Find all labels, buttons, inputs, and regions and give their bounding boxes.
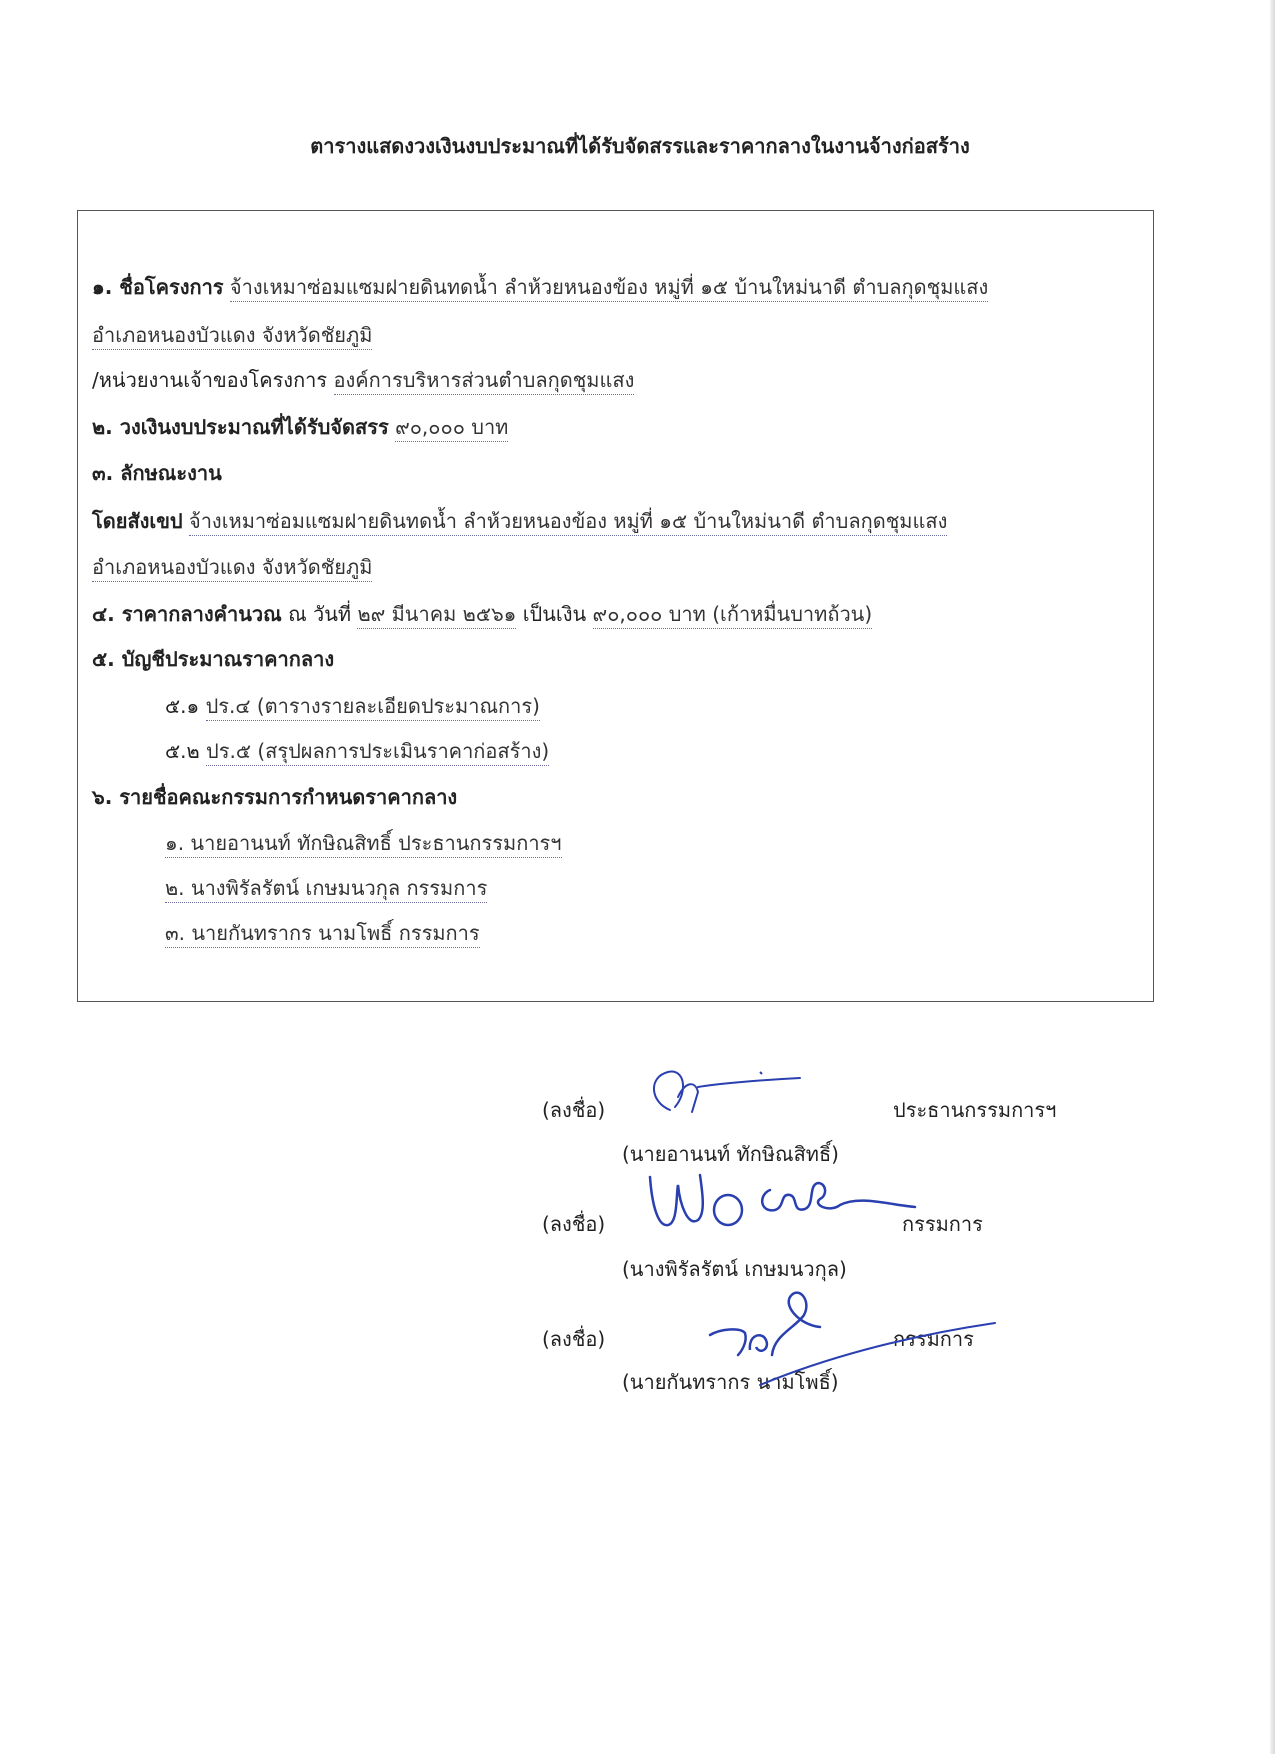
committee-member-text: ๓. นายกันทรากร นามโพธิ์ กรรมการ: [165, 921, 480, 948]
committee-member-text: ๒. นางพิรัลรัตน์ เกษมนวกุล กรรมการ: [165, 876, 487, 903]
agency-label: /หน่วยงานเจ้าของโครงการ: [92, 368, 328, 392]
committee-member: [165, 874, 487, 902]
estimate-entry: [165, 737, 549, 765]
item4-row: [92, 600, 872, 628]
amount-value: ๙๐,๐๐๐ บาท (เก้าหมื่นบาทถ้วน): [593, 602, 873, 629]
signature-role: กรรมการ: [893, 1327, 974, 1351]
estimate-entry: [165, 692, 540, 720]
item6-row: [92, 783, 457, 811]
handwritten-signature-2: [640, 1165, 920, 1265]
summary-text-line1: จ้างเหมาซ่อมแซมฝายดินทดน้ำ ลำห้วยหนองข้อง หมู่ที่ ๑๕ บ้านใหม่นาดี ตำบลกุดชุมแสง: [189, 509, 947, 536]
signature-role: กรรมการ: [902, 1212, 983, 1236]
item1-label: ๑. ชื่อโครงการ: [92, 275, 224, 299]
handwritten-signature-3: [700, 1255, 1000, 1395]
item1-agency: [92, 366, 634, 394]
document-title: ตารางแสดงวงเงินงบประมาณที่ได้รับจัดสรรและราคากลางในงานจ้างก่อสร้าง: [310, 134, 970, 158]
budget-value: ๙๐,๐๐๐ บาท: [395, 415, 508, 442]
item1-line2: [92, 321, 372, 349]
item3-label: ๓. ลักษณะงาน: [92, 461, 222, 485]
estimate-entry-number: ๕.๒: [165, 739, 200, 763]
signature-name: (นายกันทรากร นามโพธิ์): [622, 1370, 839, 1394]
signature-name: (นายอานนท์ ทักษิณสิทธิ์): [622, 1142, 839, 1166]
amount-prefix: เป็นเงิน: [522, 602, 587, 626]
item2-row: [92, 413, 508, 441]
date-prefix: ณ วันที่: [288, 602, 352, 626]
date-value: ๒๙ มีนาคม ๒๕๖๑: [357, 602, 516, 629]
summary-text-line2: อำเภอหนองบัวแดง จังหวัดชัยภูมิ: [92, 555, 372, 582]
committee-member: [165, 829, 562, 857]
item3-summary-line1: [92, 507, 947, 535]
agency-value: องค์การบริหารส่วนตำบลกุดชุมแสง: [334, 368, 635, 395]
item6-label: ๖. รายชื่อคณะกรรมการกำหนดราคากลาง: [92, 785, 458, 809]
item2-label: ๒. วงเงินงบประมาณที่ได้รับจัดสรร: [92, 415, 389, 439]
item3-row: [92, 459, 222, 487]
committee-member: [165, 919, 480, 947]
scan-edge: [1270, 0, 1275, 1754]
estimate-entry-text: ปร.๕ (สรุปผลการประเมินราคาก่อสร้าง): [206, 739, 549, 766]
item4-label: ๔. ราคากลางคำนวณ: [92, 602, 282, 626]
estimate-entry-text: ปร.๔ (ตารางรายละเอียดประมาณการ): [206, 694, 540, 721]
signature-prefix: (ลงชื่อ): [542, 1098, 606, 1122]
item5-label: ๕. บัญชีประมาณราคากลาง: [92, 647, 335, 671]
item1-line1: [92, 273, 988, 301]
item5-row: [92, 645, 334, 673]
summary-label: โดยสังเขป: [92, 509, 183, 533]
estimate-entry-number: ๕.๑: [165, 694, 200, 718]
signature-prefix: (ลงชื่อ): [542, 1327, 606, 1351]
signature-name: (นางพิรัลรัตน์ เกษมนวกุล): [622, 1257, 847, 1281]
item1-project-location: อำเภอหนองบัวแดง จังหวัดชัยภูมิ: [92, 323, 372, 350]
handwritten-signature-1: [640, 1062, 810, 1132]
signature-role: ประธานกรรมการฯ: [893, 1098, 1057, 1122]
item3-summary-line2: [92, 553, 372, 581]
signature-prefix: (ลงชื่อ): [542, 1212, 606, 1236]
committee-member-text: ๑. นายอานนท์ ทักษิณสิทธิ์ ประธานกรรมการฯ: [165, 831, 562, 858]
item1-project-name: จ้างเหมาซ่อมแซมฝายดินทดน้ำ ลำห้วยหนองข้อง หมู่ที่ ๑๕ บ้านใหม่นาดี ตำบลกุดชุมแสง: [230, 275, 988, 302]
